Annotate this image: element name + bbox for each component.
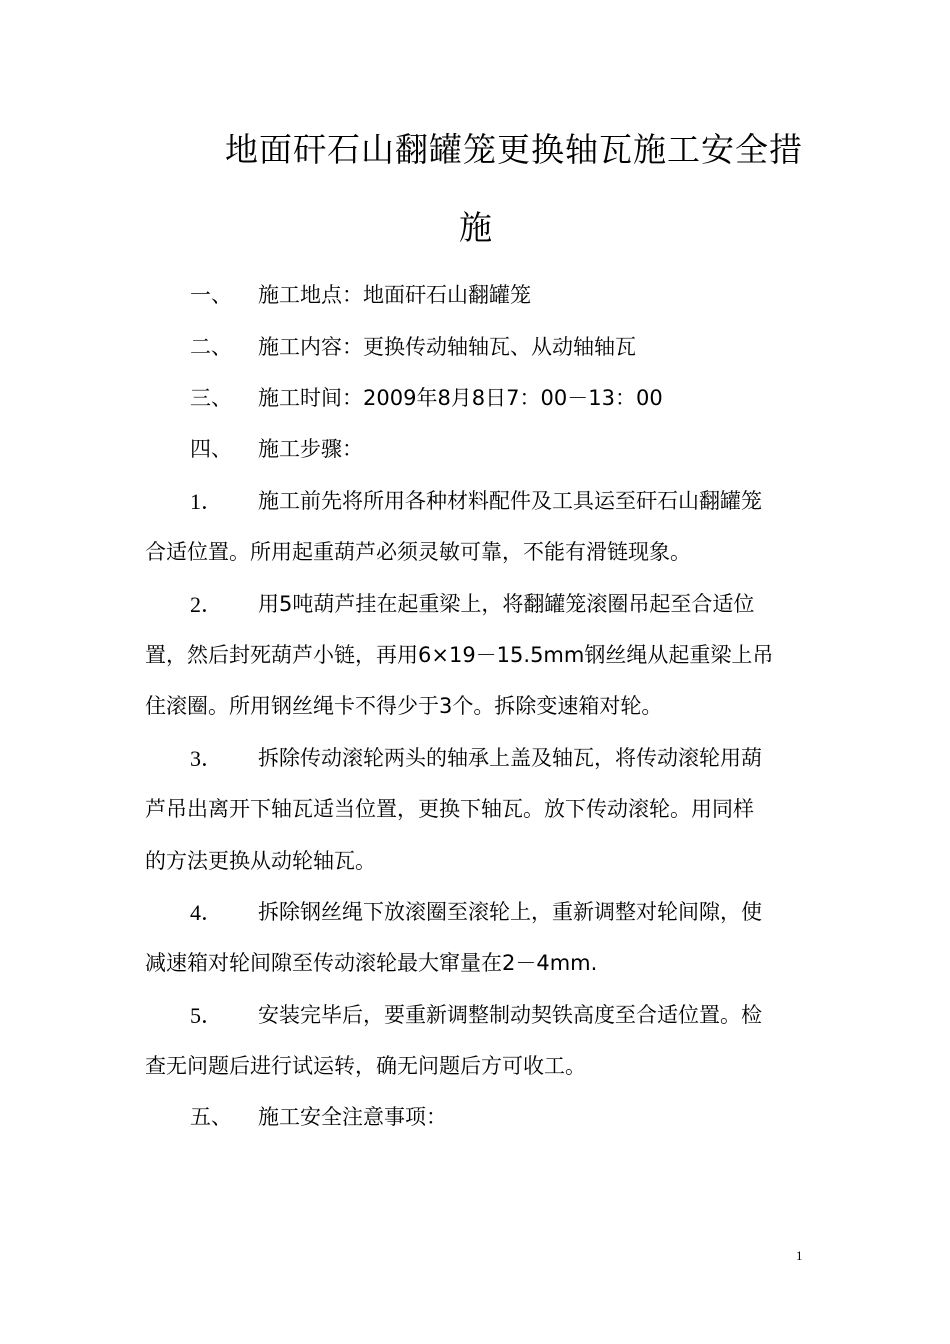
section-5-text: 施工安全注意事项： xyxy=(258,1105,447,1129)
section-4-text: 施工步骤： xyxy=(258,437,363,461)
step-2-marker: 2． xyxy=(190,592,224,617)
page-number: 1 xyxy=(796,1248,803,1263)
step-1-line-2: 合适位置。所用起重葫芦必须灵敏可靠，不能有滑链现象。 xyxy=(145,540,691,564)
step-5-marker: 5． xyxy=(190,1003,224,1028)
step-5-line-1: 安装完毕后，要重新调整制动契铁高度至合适位置。检 xyxy=(258,1003,762,1027)
section-5-marker: 五、 xyxy=(190,1105,232,1129)
section-4-marker: 四、 xyxy=(190,437,232,461)
step-2-line-2: 置，然后封死葫芦小链，再用6×19－15.5mm钢丝绳从起重梁上吊 xyxy=(145,643,774,667)
document-title-line-1: 地面矸石山翻罐笼更换轴瓦施工安全措 xyxy=(225,130,803,169)
step-4-marker: 4． xyxy=(190,900,224,925)
step-5-line-2: 查无问题后进行试运转，确无问题后方可收工。 xyxy=(145,1054,586,1078)
document-title-line-2: 施 xyxy=(459,208,493,247)
section-1-marker: 一、 xyxy=(190,283,232,307)
section-2-text: 施工内容：更换传动轴轴瓦、从动轴轴瓦 xyxy=(258,335,636,359)
step-3-line-3: 的方法更换从动轮轴瓦。 xyxy=(145,849,376,873)
step-4-line-1: 拆除钢丝绳下放滚圈至滚轮上，重新调整对轮间隙，使 xyxy=(258,900,762,924)
step-3-line-1: 拆除传动滚轮两头的轴承上盖及轴瓦，将传动滚轮用葫 xyxy=(258,746,762,770)
section-3-marker: 三、 xyxy=(190,386,232,410)
step-1-marker: 1． xyxy=(190,489,224,514)
section-2-marker: 二、 xyxy=(190,335,232,359)
step-1-line-1: 施工前先将所用各种材料配件及工具运至矸石山翻罐笼 xyxy=(258,489,762,513)
section-3-text: 施工时间：2009年8月8日7：00－13：00 xyxy=(258,386,663,410)
step-4-line-2: 减速箱对轮间隙至传动滚轮最大窜量在2－4mm. xyxy=(145,951,598,975)
step-2-line-3: 住滚圈。所用钢丝绳卡不得少于3个。拆除变速箱对轮。 xyxy=(145,694,663,718)
step-3-marker: 3． xyxy=(190,746,224,771)
section-1-text: 施工地点：地面矸石山翻罐笼 xyxy=(258,283,531,307)
step-2-line-1: 用5吨葫芦挂在起重梁上，将翻罐笼滚圈吊起至合适位 xyxy=(258,592,755,616)
step-3-line-2: 芦吊出离开下轴瓦适当位置，更换下轴瓦。放下传动滚轮。用同样 xyxy=(145,797,754,821)
